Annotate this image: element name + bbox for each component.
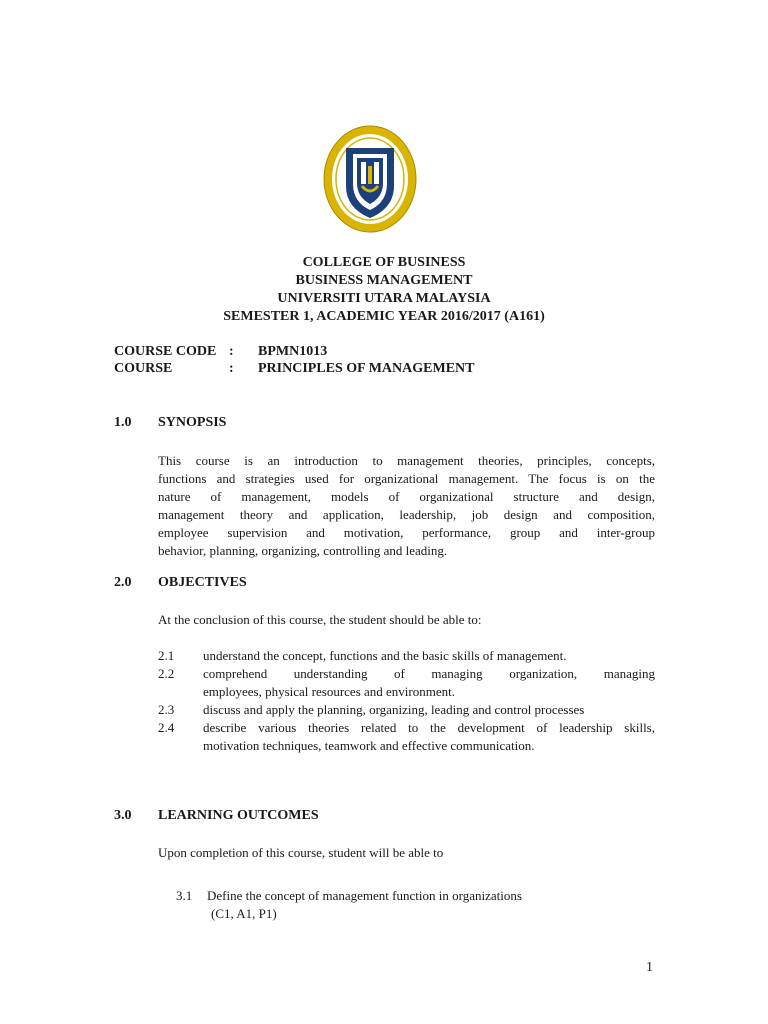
header-department: BUSINESS MANAGEMENT bbox=[295, 273, 473, 288]
synopsis-title: SYNOPSIS bbox=[158, 415, 227, 430]
objective-line: comprehend understanding of managing organization, managing bbox=[203, 666, 655, 681]
objective-line: describe various theories related to the development of leadership skills, bbox=[203, 720, 655, 735]
course-value: PRINCIPLES OF MANAGEMENT bbox=[258, 361, 475, 376]
header-semester: SEMESTER 1, ACADEMIC YEAR 2016/2017 (A161) bbox=[223, 309, 545, 324]
objective-item bbox=[203, 701, 655, 719]
objective-number: 2.2 bbox=[158, 666, 175, 681]
objective-item bbox=[203, 665, 655, 701]
objective-line: employees, physical resources and environment. bbox=[203, 684, 455, 699]
university-logo bbox=[322, 124, 418, 234]
objective-item bbox=[203, 647, 655, 665]
course-code-label: COURSE CODE bbox=[114, 344, 217, 359]
synopsis-number: 1.0 bbox=[114, 415, 132, 430]
page-number: 1 bbox=[646, 960, 653, 975]
objectives-number: 2.0 bbox=[114, 575, 132, 590]
outcomes-intro: Upon completion of this course, student will be able to bbox=[158, 845, 444, 860]
course-label: COURSE bbox=[114, 361, 173, 376]
objective-number: 2.4 bbox=[158, 720, 175, 735]
objective-line: understand the concept, functions and the basic skills of management. bbox=[203, 648, 567, 663]
synopsis-line: employee supervision and motivation, performance, group and inter-group bbox=[158, 525, 655, 540]
objective-line: discuss and apply the planning, organizing, leading and control processes bbox=[203, 702, 585, 717]
objective-item bbox=[203, 719, 655, 755]
synopsis-line: behavior, planning, organizing, controlling and leading. bbox=[158, 543, 448, 558]
header-university: UNIVERSITI UTARA MALAYSIA bbox=[277, 291, 491, 306]
synopsis-line: functions and strategies used for organizational management. The focus is on the bbox=[158, 471, 655, 486]
outcome-number: 3.1 bbox=[176, 888, 193, 903]
synopsis-paragraph bbox=[158, 452, 655, 560]
outcome-levels: (C1, A1, P1) bbox=[211, 906, 277, 921]
outcomes-number: 3.0 bbox=[114, 808, 132, 823]
course-sep: : bbox=[229, 361, 234, 376]
course-code-value: BPMN1013 bbox=[258, 344, 328, 359]
objective-number: 2.3 bbox=[158, 702, 175, 717]
objectives-intro: At the conclusion of this course, the student should be able to: bbox=[158, 612, 482, 627]
objective-line: motivation techniques, teamwork and effective communication. bbox=[203, 738, 535, 753]
outcomes-title: LEARNING OUTCOMES bbox=[158, 808, 319, 823]
synopsis-line: This course is an introduction to management theories, principles, concepts, bbox=[158, 453, 655, 468]
synopsis-line: nature of management, models of organizational structure and design, bbox=[158, 489, 655, 504]
objective-number: 2.1 bbox=[158, 648, 175, 663]
outcome-text: Define the concept of management function in organizations bbox=[207, 888, 522, 903]
header-college: COLLEGE OF BUSINESS bbox=[302, 255, 466, 270]
course-code-sep: : bbox=[229, 344, 234, 359]
objectives-title: OBJECTIVES bbox=[158, 575, 247, 590]
synopsis-line: management theory and application, leadership, job design and composition, bbox=[158, 507, 655, 522]
